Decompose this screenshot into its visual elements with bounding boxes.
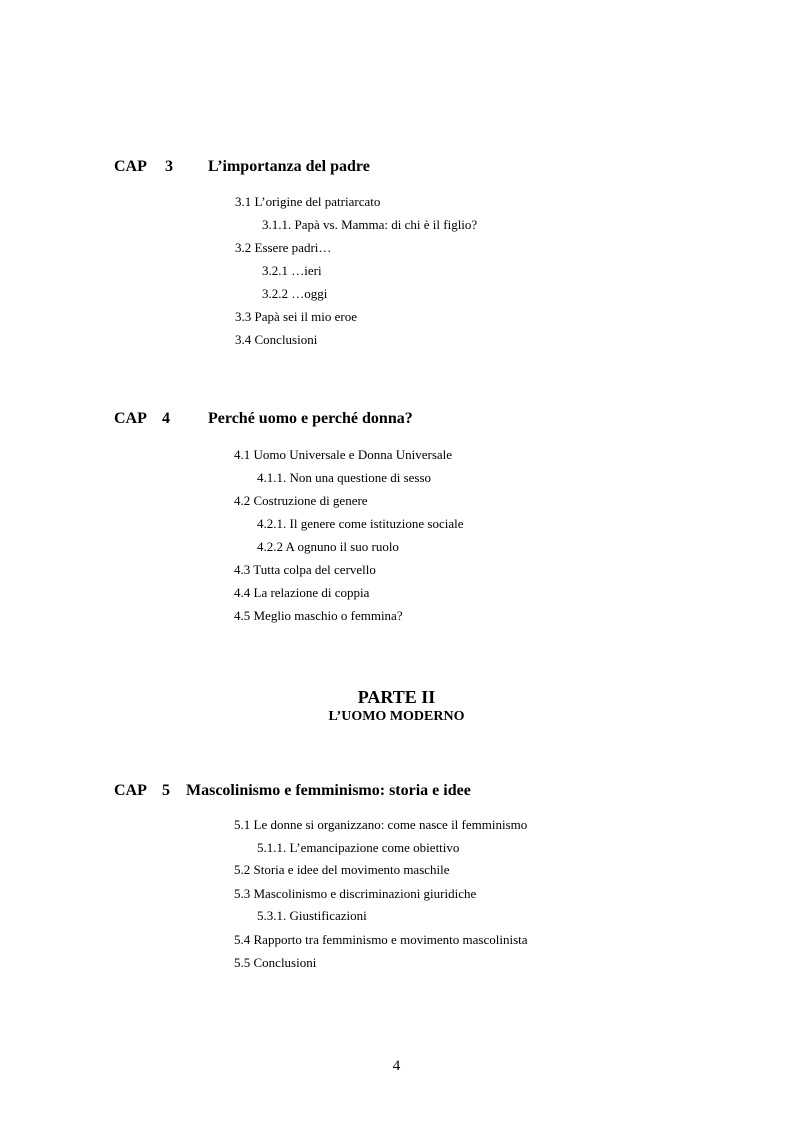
toc-entry-5-3-1: 5.3.1. Giustificazioni [257,908,367,923]
toc-entry-3-2-2: 3.2.2 …oggi [262,286,328,301]
toc-entry-4-2-2: 4.2.2 A ognuno il suo ruolo [257,539,399,554]
toc-entry-4-1-1: 4.1.1. Non una questione di sesso [257,470,432,485]
part-title: PARTE II [357,687,436,707]
toc-entry-3-3: 3.3 Papà sei il mio eroe [235,309,358,324]
chapter-5-label: CAP [114,782,147,799]
toc-entry-4-2-1: 4.2.1. Il genere come istituzione sociale [257,516,464,531]
toc-entry-5-1: 5.1 Le donne si organizzano: come nasce il femminismo [234,817,528,832]
toc-entry-4-4: 4.4 La relazione di coppia [234,585,370,600]
toc-entry-5-1-1: 5.1.1. L’emancipazione come obiettivo [257,840,460,855]
toc-entry-5-5: 5.5 Conclusioni [234,955,317,970]
toc-entry-3-1-1: 3.1.1. Papà vs. Mamma: di chi è il figlio? [262,217,478,232]
toc-entry-3-1: 3.1 L’origine del patriarcato [235,194,381,209]
chapter-4-title: Perché uomo e perché donna? [208,410,413,427]
part-subtitle: L’UOMO MODERNO [328,709,465,724]
toc-entry-4-2: 4.2 Costruzione di genere [234,493,368,508]
toc-entry-5-3: 5.3 Mascolinismo e discriminazioni giuridiche [234,886,477,901]
chapter-3-number: 3 [165,158,173,175]
chapter-3-label: CAP [114,158,147,175]
toc-entry-3-2-1: 3.2.1 …ieri [262,263,322,278]
chapter-4-label: CAP [114,410,147,427]
toc-entry-4-1: 4.1 Uomo Universale e Donna Universale [234,447,453,462]
page-number: 4 [392,1058,401,1074]
chapter-5-title: Mascolinismo e femminismo: storia e idee [186,782,471,799]
toc-entry-3-4: 3.4 Conclusioni [235,332,318,347]
toc-entry-5-4: 5.4 Rapporto tra femminismo e movimento mascolinista [234,932,528,947]
chapter-4-number: 4 [162,410,170,427]
chapter-3-title: L’importanza del padre [208,158,370,175]
chapter-5-number: 5 [162,782,170,799]
toc-entry-3-2: 3.2 Essere padri… [235,240,332,255]
toc-entry-4-5: 4.5 Meglio maschio o femmina? [234,608,403,623]
toc-entry-4-3: 4.3 Tutta colpa del cervello [234,562,376,577]
toc-entry-5-2: 5.2 Storia e idee del movimento maschile [234,862,450,877]
